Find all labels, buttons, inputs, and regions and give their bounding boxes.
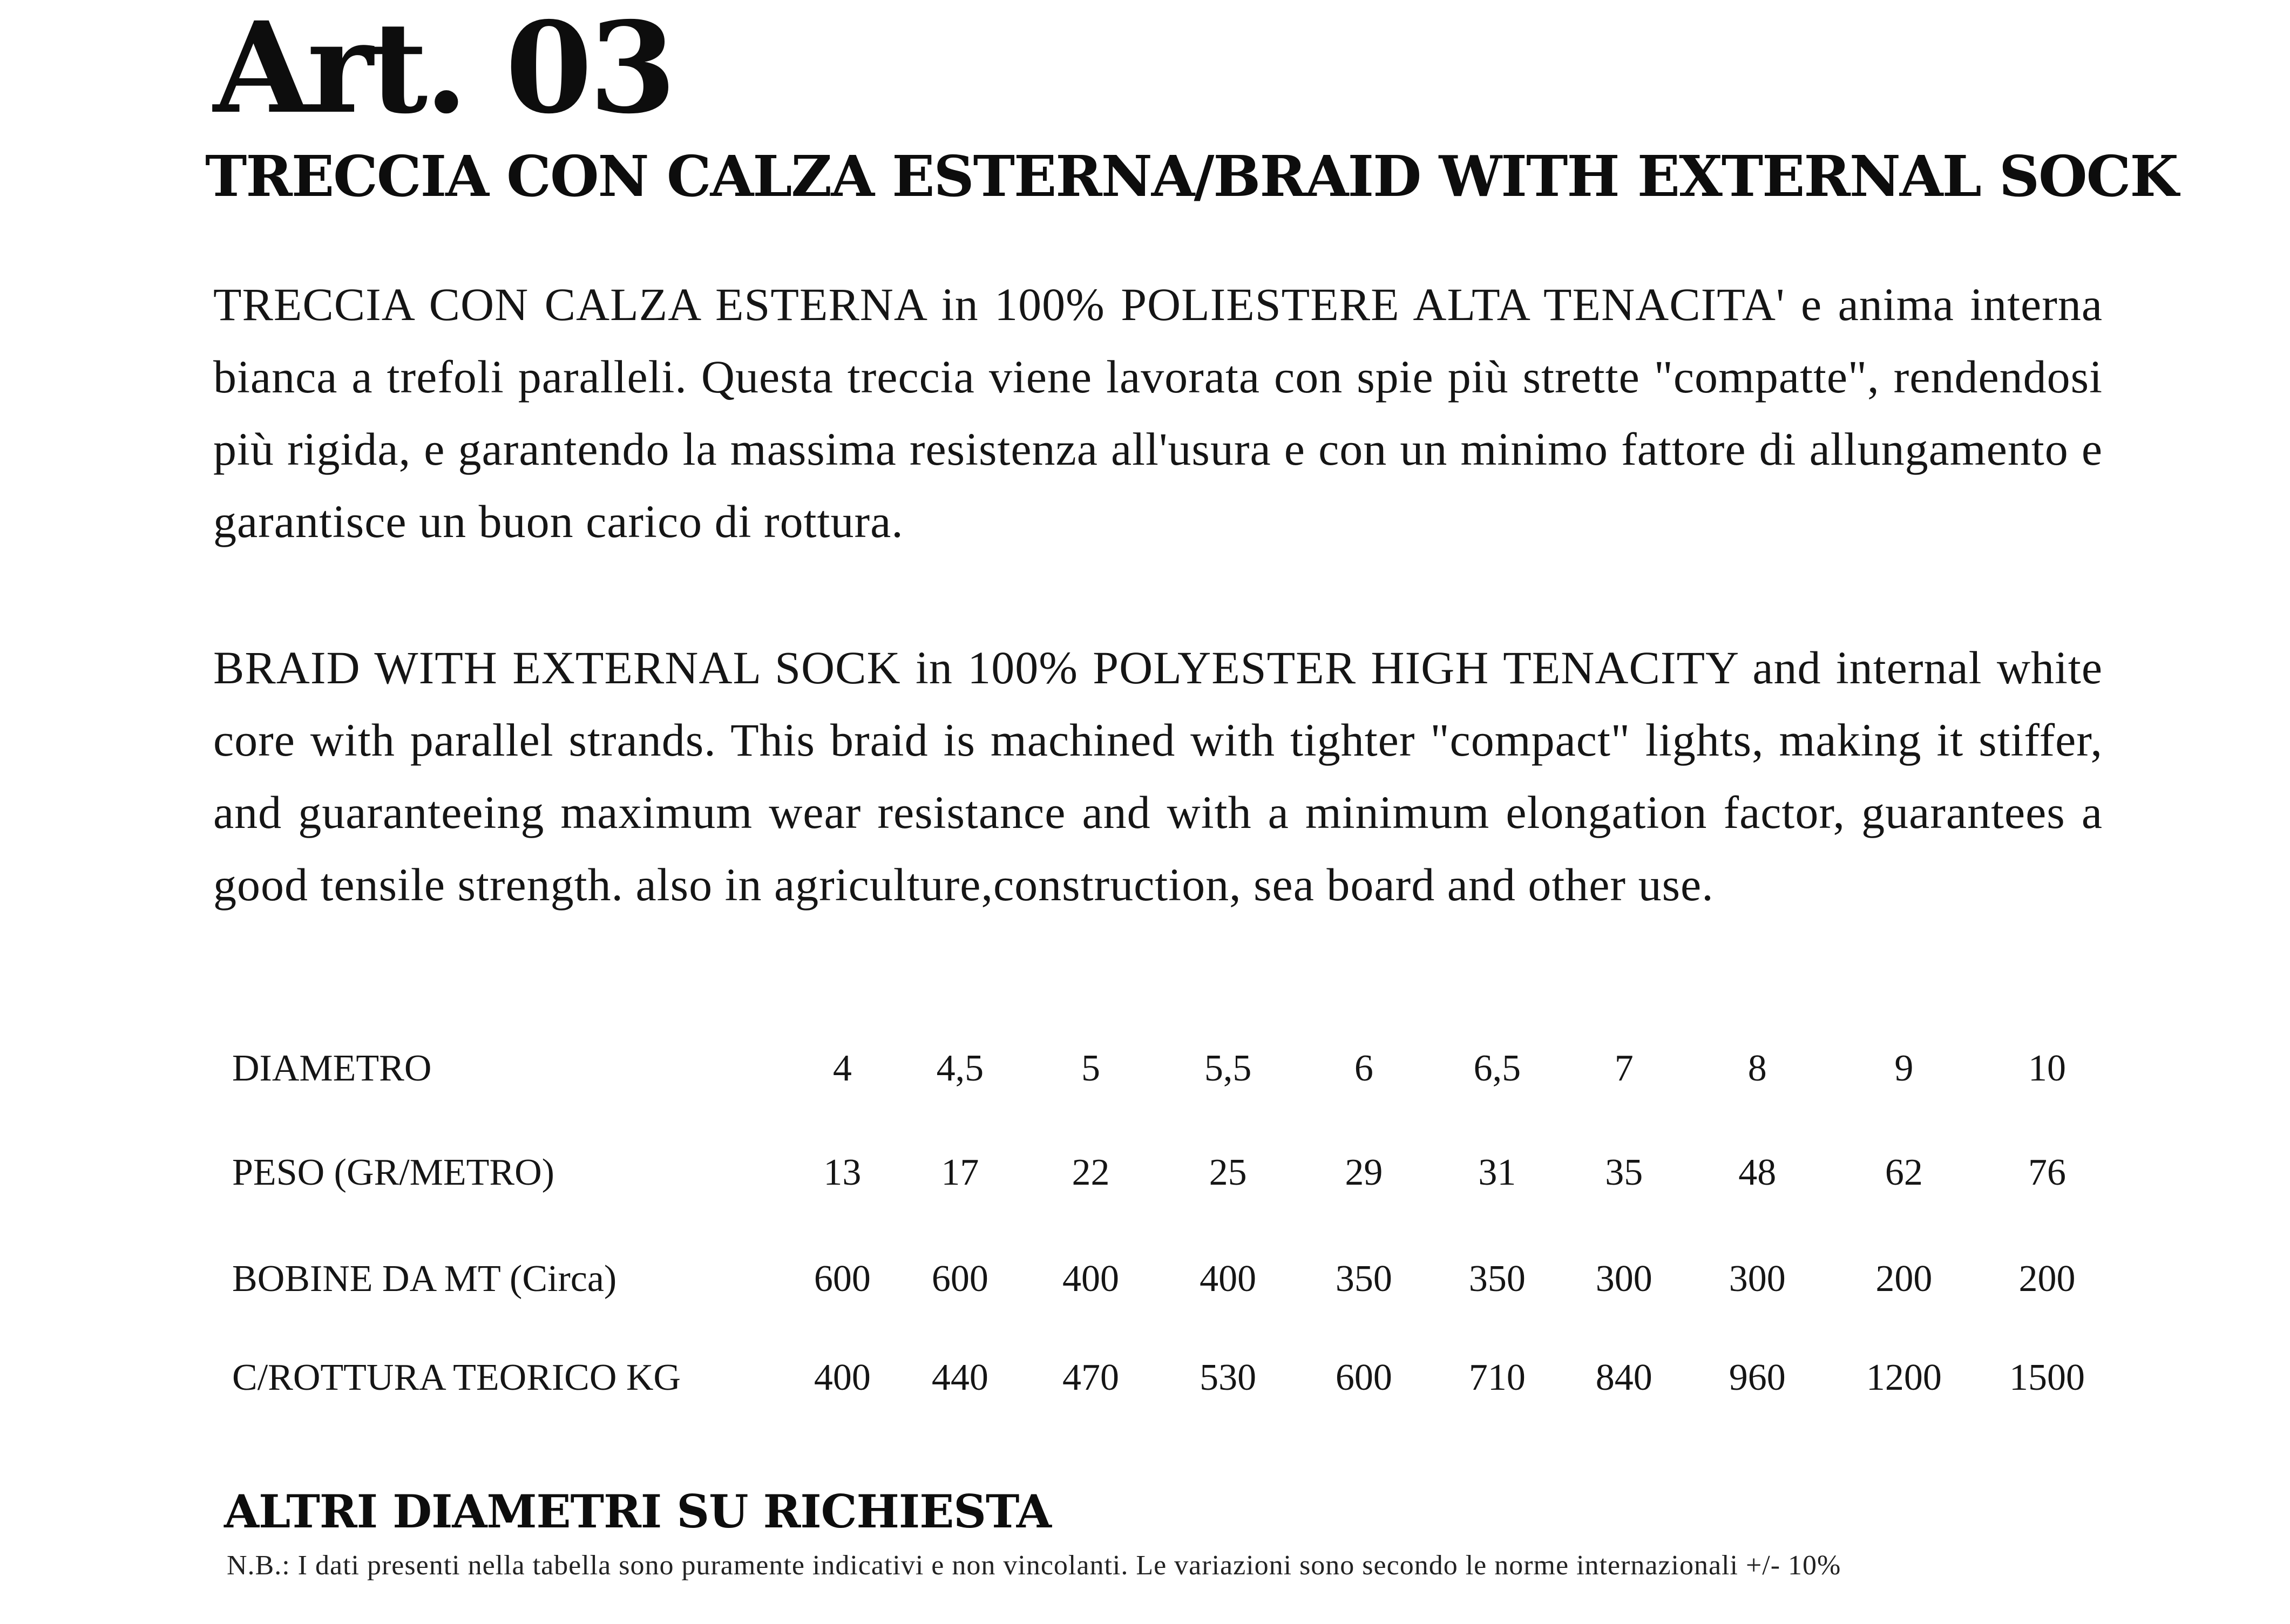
table-cell: 600 — [931, 1258, 988, 1300]
table-cell: 29 — [1345, 1151, 1383, 1193]
table-cell: 6 — [1354, 1048, 1373, 1089]
table-row-bobine — [213, 1231, 2113, 1328]
table-cell: 200 — [2018, 1258, 2076, 1300]
table-cell: 300 — [1595, 1258, 1652, 1300]
table-cell: 470 — [1062, 1356, 1120, 1398]
table-cell: 710 — [1468, 1356, 1526, 1398]
description-italian: TRECCIA CON CALZA ESTERNA in 100% POLIESTERE ALTA TENACITA' e anima interna bianca a trefoli paralleli. Questa treccia viene lavorata con spie più strette "compatte", rendendosi più rigida, e garantendo la massima resistenza all'usura e con un minimo fattore di allungamento e garantisce un buon carico di rottura. — [213, 278, 2103, 547]
table-cell: 13 — [823, 1151, 862, 1193]
table-cell: 200 — [1875, 1258, 1933, 1300]
table-cell: 6,5 — [1473, 1048, 1521, 1089]
table-cell: 25 — [1209, 1151, 1247, 1193]
table-cell: 35 — [1605, 1151, 1643, 1193]
table-cell: 9 — [1894, 1048, 1914, 1089]
table-cell: 5 — [1081, 1048, 1101, 1089]
table-cell: 10 — [2028, 1048, 2067, 1089]
table-cell: 4 — [832, 1048, 852, 1089]
table-cell: 48 — [1738, 1151, 1777, 1193]
page-subtitle: TRECCIA CON CALZA ESTERNA/BRAID WITH EXTERNAL SOCK — [205, 143, 2178, 209]
table-cell: 530 — [1200, 1356, 1257, 1398]
table-cell: 300 — [1729, 1258, 1786, 1300]
row-label: DIAMETRO — [232, 1048, 432, 1089]
table-cell: 840 — [1595, 1356, 1652, 1398]
table-cell: 4,5 — [936, 1048, 984, 1089]
table-cell: 600 — [1335, 1356, 1392, 1398]
table-cell: 8 — [1747, 1048, 1767, 1089]
table-cell: 1500 — [2009, 1356, 2085, 1398]
disclaimer-note: N.B.: I dati presenti nella tabella sono puramente indicativi e non vincolanti. Le variazioni sono secondo le norme internazionali +/- 10% — [227, 1550, 1841, 1581]
table-cell: 1200 — [1866, 1356, 1942, 1398]
table-cell: 400 — [1062, 1258, 1120, 1300]
description-english: BRAID WITH EXTERNAL SOCK in 100% POLYESTER HIGH TENACITY and internal white core with parallel strands. This braid is machined with tighter "compact" lights, making it stiffer, and guaranteeing maximum wear resistance and with a minimum elongation factor, guarantees a good tensile strength. also in agriculture,construction, sea board and other use. — [213, 642, 2103, 910]
table-cell: 17 — [941, 1151, 979, 1193]
table-cell: 400 — [1200, 1258, 1257, 1300]
table-cell: 350 — [1335, 1258, 1392, 1300]
row-label: BOBINE DA MT (Circa) — [232, 1258, 617, 1300]
table-cell: 62 — [1885, 1151, 1923, 1193]
table-row-diametro — [213, 1023, 2113, 1115]
table-cell: 960 — [1729, 1356, 1786, 1398]
table-row-rottura — [213, 1328, 2113, 1428]
row-label: PESO (GR/METRO) — [232, 1151, 554, 1193]
row-label: C/ROTTURA TEORICO KG — [232, 1356, 681, 1398]
page-title: Art. 03 — [213, 0, 673, 141]
table-cell: 31 — [1478, 1151, 1516, 1193]
table-cell: 400 — [814, 1356, 871, 1398]
table-cell: 350 — [1468, 1258, 1526, 1300]
table-cell: 22 — [1072, 1151, 1110, 1193]
table-row-peso — [213, 1115, 2113, 1231]
table-cell: 440 — [931, 1356, 988, 1398]
other-diameters-heading: ALTRI DIAMETRI SU RICHIESTA — [224, 1485, 1051, 1538]
table-cell: 76 — [2028, 1151, 2067, 1193]
table-cell: 600 — [814, 1258, 871, 1300]
table-cell: 5,5 — [1204, 1048, 1252, 1089]
specifications-table — [213, 1023, 2113, 1428]
table-cell: 7 — [1614, 1048, 1634, 1089]
